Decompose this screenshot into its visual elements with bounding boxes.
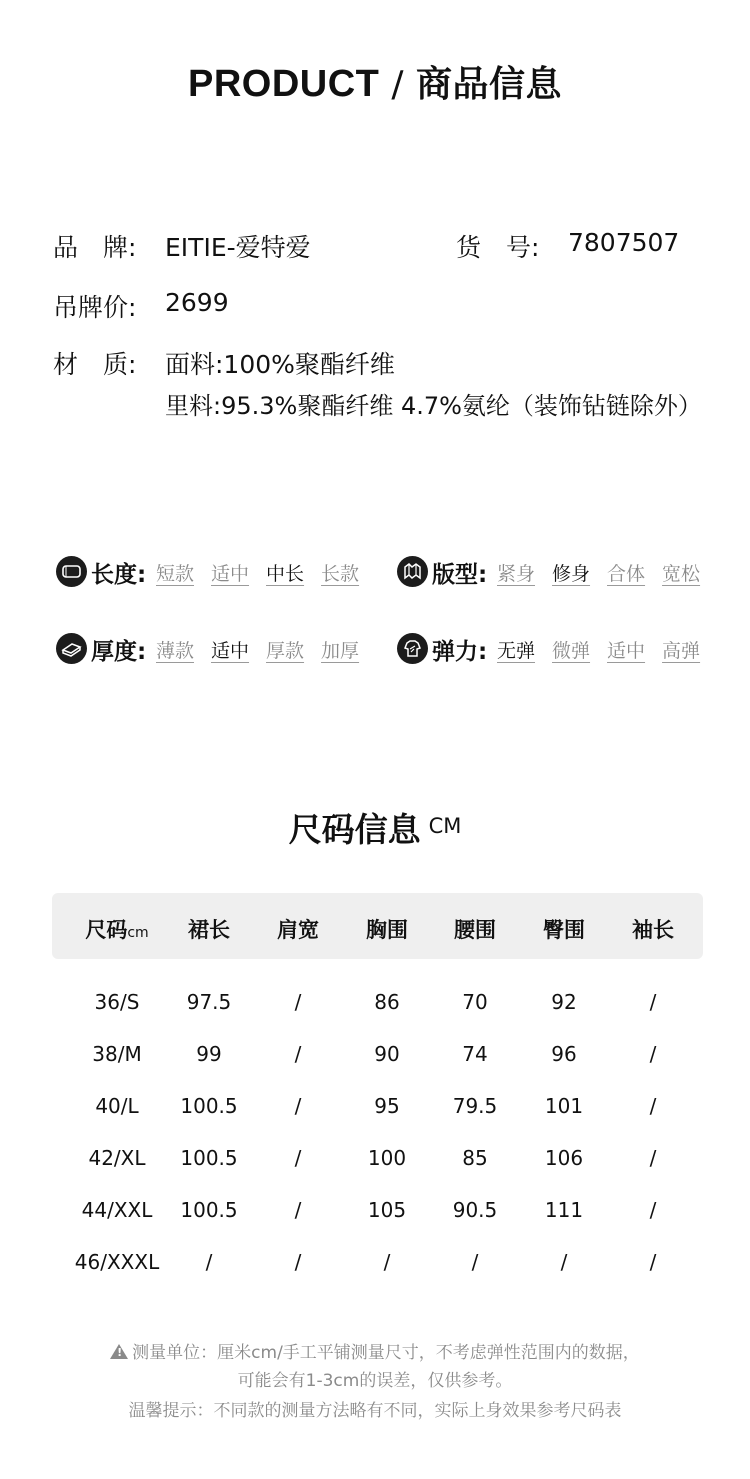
table-cell: 42/XL <box>88 1146 146 1170</box>
elasticity-icon <box>397 633 428 664</box>
attribute-thickness <box>56 633 386 665</box>
table-cell: / <box>383 1250 391 1274</box>
length-icon <box>56 556 87 587</box>
table-cell: / <box>649 1250 657 1274</box>
sku-value: 7807507 <box>568 228 680 257</box>
table-cell: / <box>294 1198 302 1222</box>
measurement-note <box>0 1338 750 1363</box>
option-thickness-2: 适中 <box>211 640 250 662</box>
attribute-elasticity <box>397 633 727 665</box>
option-length-1: 短款 <box>156 563 195 585</box>
brand-label: 品 牌: <box>53 233 137 262</box>
table-cell: 100.5 <box>180 1146 238 1170</box>
header-bust: 胸围 <box>366 918 408 942</box>
option-fit-2: 修身 <box>552 563 591 585</box>
attribute-length-options <box>156 559 376 586</box>
title-separator: / <box>391 64 404 105</box>
table-cell: / <box>649 1146 657 1170</box>
table-cell: 100.5 <box>180 1094 238 1118</box>
title-en: PRODUCT <box>187 63 380 105</box>
note-line-3: 温馨提示：不同款的测量方法略有不同，实际上身效果参考尺码表 <box>128 1401 622 1421</box>
option-thickness-1: 薄款 <box>156 640 195 662</box>
attribute-length-label: 长度: <box>91 562 147 588</box>
attribute-fit-label: 版型: <box>432 562 488 588</box>
table-cell: 100.5 <box>180 1198 238 1222</box>
title-cn: 商品信息 <box>416 64 563 105</box>
table-cell: 106 <box>544 1146 584 1170</box>
table-cell: 46/XXXL <box>74 1250 160 1274</box>
option-thickness-3: 厚款 <box>266 640 305 662</box>
attribute-length <box>56 556 386 588</box>
fit-icon <box>397 556 428 587</box>
size-section-title <box>0 804 750 851</box>
sku-label: 货 号: <box>456 233 540 262</box>
table-cell: 111 <box>544 1198 584 1222</box>
attribute-elasticity-options <box>497 636 717 663</box>
table-cell: 96 <box>551 1042 577 1066</box>
brand-value: EITIE-爱特爱 <box>165 233 311 262</box>
table-cell: 74 <box>462 1042 488 1066</box>
table-cell: / <box>649 1198 657 1222</box>
table-cell: / <box>294 990 302 1014</box>
option-thickness-4: 加厚 <box>321 640 360 662</box>
table-cell: 38/M <box>92 1042 142 1066</box>
option-fit-3: 合体 <box>607 563 646 585</box>
header-sleeve: 袖长 <box>632 918 674 942</box>
table-cell: 101 <box>544 1094 584 1118</box>
option-elasticity-3: 适中 <box>607 640 646 662</box>
size-table-header <box>52 893 703 959</box>
table-cell: / <box>560 1250 568 1274</box>
option-elasticity-2: 微弹 <box>552 640 591 662</box>
table-cell: 99 <box>196 1042 222 1066</box>
attribute-fit <box>397 556 727 588</box>
table-cell: 70 <box>462 990 488 1014</box>
option-elasticity-4: 高弹 <box>662 640 701 662</box>
material-label: 材 质: <box>53 350 137 379</box>
table-cell: / <box>649 990 657 1014</box>
header-size-unit: cm <box>127 925 149 941</box>
table-cell: 97.5 <box>186 990 232 1014</box>
header-skirt-length: 裙长 <box>188 918 230 942</box>
table-cell: 79.5 <box>452 1094 498 1118</box>
table-cell: 92 <box>551 990 577 1014</box>
option-elasticity-1: 无弹 <box>497 640 536 662</box>
attribute-fit-options <box>497 559 717 586</box>
option-fit-1: 紧身 <box>497 563 536 585</box>
table-cell: / <box>294 1146 302 1170</box>
table-cell: / <box>294 1250 302 1274</box>
header-waist: 腰围 <box>454 918 496 942</box>
table-cell: / <box>649 1042 657 1066</box>
price-value: 2699 <box>165 288 229 317</box>
note-line-1: 测量单位：厘米cm/手工平铺测量尺寸，不考虑弹性范围内的数据， <box>132 1343 640 1363</box>
option-length-3: 中长 <box>266 563 305 585</box>
header-size-label: 尺码 <box>85 918 128 942</box>
option-length-2: 适中 <box>211 563 250 585</box>
option-length-4: 长款 <box>321 563 360 585</box>
header-shoulder: 肩宽 <box>277 918 319 942</box>
table-cell: 90 <box>374 1042 400 1066</box>
table-cell: / <box>294 1042 302 1066</box>
material-line-2: 里料:95.3%聚酯纤维 4.7%氨纶（装饰钻链除外） <box>165 392 702 420</box>
material-line-1: 面料:100%聚酯纤维 <box>165 350 395 379</box>
header-size <box>85 914 148 944</box>
warning-icon <box>110 1344 128 1359</box>
table-cell: / <box>471 1250 479 1274</box>
table-cell: / <box>649 1094 657 1118</box>
table-cell: 85 <box>462 1146 488 1170</box>
thickness-icon <box>56 633 87 664</box>
header-hip: 臀围 <box>543 918 585 942</box>
attribute-thickness-options <box>156 636 376 663</box>
page-title <box>0 56 750 107</box>
table-cell: 44/XXL <box>81 1198 153 1222</box>
note-line-2: 可能会有1-3cm的误差，仅供参考。 <box>237 1371 513 1391</box>
table-cell: 86 <box>374 990 400 1014</box>
option-fit-4: 宽松 <box>662 563 701 585</box>
table-cell: 100 <box>367 1146 407 1170</box>
table-cell: 95 <box>374 1094 400 1118</box>
table-cell: 90.5 <box>452 1198 498 1222</box>
table-cell: 105 <box>367 1198 407 1222</box>
table-cell: / <box>294 1094 302 1118</box>
table-cell: 40/L <box>95 1094 139 1118</box>
price-label: 吊牌价: <box>53 293 137 322</box>
attribute-elasticity-label: 弹力: <box>432 639 488 665</box>
table-cell: / <box>205 1250 213 1274</box>
size-title-text: 尺码信息 <box>288 810 421 849</box>
size-title-unit: CM <box>428 814 462 838</box>
table-cell: 36/S <box>94 990 140 1014</box>
attribute-thickness-label: 厚度: <box>91 639 147 665</box>
